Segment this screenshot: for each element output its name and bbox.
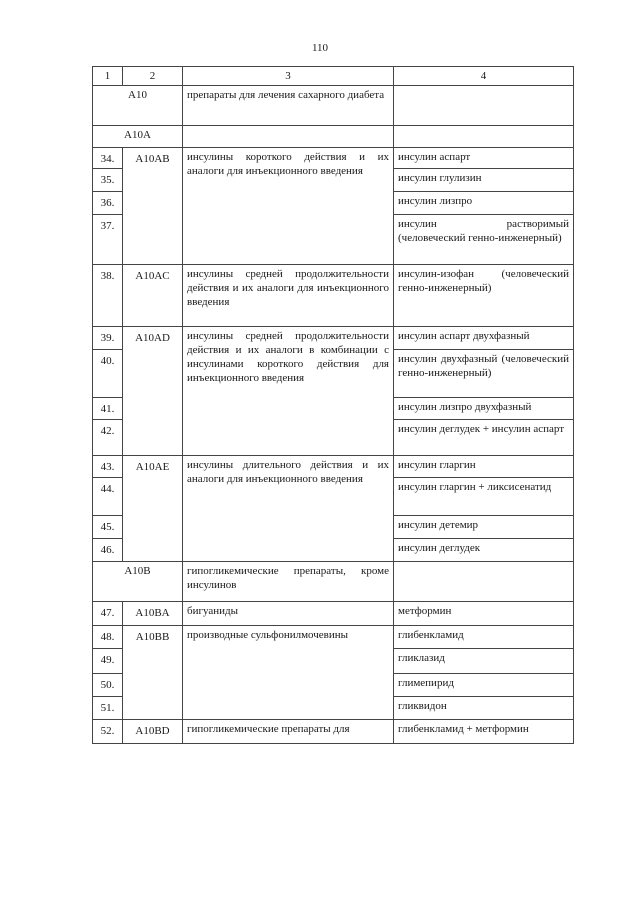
- header-col-3: 3: [183, 67, 394, 86]
- drug-name: метформин: [394, 602, 574, 626]
- atc-code: A10AE: [123, 456, 183, 562]
- drug-name: инсулин детемир: [394, 516, 574, 539]
- table-row: [93, 456, 574, 478]
- drug-name: глимепирид: [394, 674, 574, 697]
- drug-name: инсулин-изофан (человеческий генно-инженерный): [394, 265, 574, 327]
- table-row: [93, 626, 574, 649]
- drug-name: инсулин растворимый (человеческий генно-инженерный): [394, 215, 574, 265]
- drug-name: инсулин гларгин: [394, 456, 574, 478]
- atc-code: A10BA: [123, 602, 183, 626]
- drug-name: инсулин деглудек: [394, 539, 574, 562]
- row-number: 42.: [93, 420, 123, 456]
- drug-name: инсулин глулизин: [394, 169, 574, 192]
- table-row: [93, 148, 574, 169]
- header-col-4: 4: [394, 67, 574, 86]
- table-row: [93, 265, 574, 327]
- group-row: [93, 126, 574, 148]
- group-description: гипогликемические препараты, кроме инсулинов: [183, 562, 394, 602]
- header-col-2: 2: [123, 67, 183, 86]
- group-description-empty: [183, 126, 394, 148]
- table-row: [93, 327, 574, 350]
- drug-name: инсулин аспарт двухфазный: [394, 327, 574, 350]
- group-drug-empty: [394, 562, 574, 602]
- row-number: 40.: [93, 350, 123, 398]
- drug-table: [92, 66, 574, 744]
- drug-table-body: [93, 67, 574, 744]
- atc-code: A10BD: [123, 720, 183, 744]
- atc-description: гипогликемические препараты для: [183, 720, 394, 744]
- header-col-1: 1: [93, 67, 123, 86]
- group-row: [93, 86, 574, 126]
- atc-code: A10BB: [123, 626, 183, 720]
- atc-description: инсулины длительного действия и их аналоги для инъекционного введения: [183, 456, 394, 562]
- row-number: 35.: [93, 169, 123, 192]
- atc-code: A10AC: [123, 265, 183, 327]
- group-code: A10A: [93, 126, 183, 148]
- table-row: [93, 602, 574, 626]
- row-number: 46.: [93, 539, 123, 562]
- row-number: 41.: [93, 398, 123, 420]
- group-code: A10B: [93, 562, 183, 602]
- drug-name: гликвидон: [394, 697, 574, 720]
- group-description: препараты для лечения сахарного диабета: [183, 86, 394, 126]
- drug-name: инсулин лизпро: [394, 192, 574, 215]
- atc-description: инсулины средней продолжительности действия и их аналоги для инъекционного введения: [183, 265, 394, 327]
- atc-code: A10AB: [123, 148, 183, 265]
- group-code: A10: [93, 86, 183, 126]
- header-row: [93, 67, 574, 86]
- page-number: 110: [311, 42, 329, 54]
- row-number: 47.: [93, 602, 123, 626]
- group-drug-empty: [394, 86, 574, 126]
- group-row: [93, 562, 574, 602]
- drug-name: инсулин двухфазный (человеческий генно-инженерный): [394, 350, 574, 398]
- drug-name: инсулин аспарт: [394, 148, 574, 169]
- atc-description: бигуаниды: [183, 602, 394, 626]
- atc-description: инсулины короткого действия и их аналоги для инъекционного введения: [183, 148, 394, 265]
- table-row: [93, 720, 574, 744]
- row-number: 37.: [93, 215, 123, 265]
- row-number: 38.: [93, 265, 123, 327]
- drug-name: инсулин лизпро двухфазный: [394, 398, 574, 420]
- row-number: 49.: [93, 649, 123, 674]
- atc-description: производные сульфонилмочевины: [183, 626, 394, 720]
- row-number: 48.: [93, 626, 123, 649]
- drug-name: глибенкламид: [394, 626, 574, 649]
- drug-name: инсулин гларгин + ликсисенатид: [394, 478, 574, 516]
- drug-name: гликлазид: [394, 649, 574, 674]
- row-number: 51.: [93, 697, 123, 720]
- drug-name: инсулин деглудек + инсулин аспарт: [394, 420, 574, 456]
- drug-table-container: [92, 66, 573, 744]
- atc-code: A10AD: [123, 327, 183, 456]
- row-number: 36.: [93, 192, 123, 215]
- row-number: 39.: [93, 327, 123, 350]
- row-number: 50.: [93, 674, 123, 697]
- row-number: 34.: [93, 148, 123, 169]
- row-number: 52.: [93, 720, 123, 744]
- row-number: 44.: [93, 478, 123, 516]
- group-drug-empty: [394, 126, 574, 148]
- row-number: 45.: [93, 516, 123, 539]
- row-number: 43.: [93, 456, 123, 478]
- atc-description: инсулины средней продолжительности действия и их аналоги в комбинации с инсулинами короткого действия для инъекционного введения: [183, 327, 394, 456]
- drug-name: глибенкламид + метформин: [394, 720, 574, 744]
